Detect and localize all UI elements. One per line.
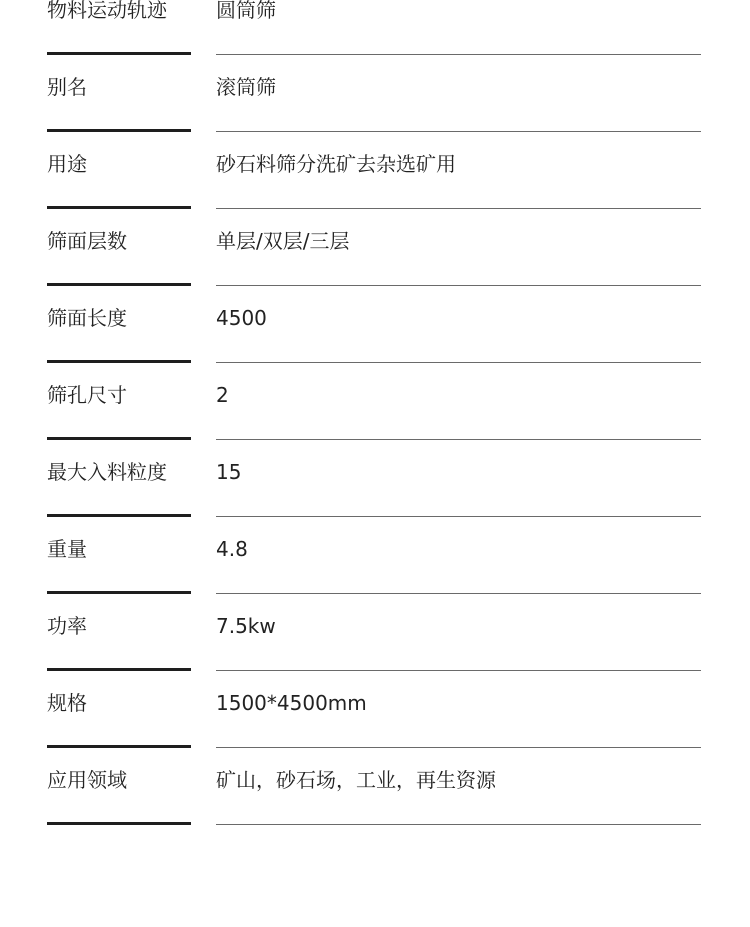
spec-value-cell: [216, 748, 701, 825]
spec-value: 砂石料筛分洗矿去杂选矿用: [216, 152, 456, 176]
spec-row-application-field: [0, 748, 750, 825]
spec-label: 最大入料粒度: [47, 460, 167, 484]
spec-value: 1500*4500mm: [216, 691, 367, 715]
spec-value-cell: [216, 440, 701, 517]
spec-value: 15: [216, 460, 242, 484]
spec-value: 矿山，砂石场，工业，再生资源: [216, 768, 496, 792]
spec-row-specification: [0, 671, 750, 748]
spec-value: 4.8: [216, 537, 248, 561]
spec-row-weight: [0, 517, 750, 594]
spec-value-cell: [216, 517, 701, 594]
spec-row-alias: [0, 55, 750, 132]
spec-label: 别名: [47, 75, 87, 99]
spec-label: 筛面长度: [47, 306, 127, 330]
spec-label-cell: [47, 286, 191, 363]
spec-row-usage: [0, 132, 750, 209]
spec-value-cell: [216, 209, 701, 286]
spec-value-cell: [216, 671, 701, 748]
spec-value-cell: [216, 55, 701, 132]
spec-label: 用途: [47, 152, 87, 176]
spec-value: 单层/双层/三层: [216, 229, 350, 253]
spec-value-cell: [216, 363, 701, 440]
spec-label-cell: [47, 748, 191, 825]
spec-value-cell: [216, 286, 701, 363]
spec-label: 功率: [47, 614, 87, 638]
spec-label-cell: [47, 671, 191, 748]
spec-value-cell: [216, 594, 701, 671]
spec-label: 规格: [47, 691, 87, 715]
spec-value: 滚筒筛: [216, 75, 276, 99]
spec-label-cell: [47, 132, 191, 209]
spec-label: 筛面层数: [47, 229, 127, 253]
spec-label-cell: [47, 440, 191, 517]
spec-label: 重量: [47, 537, 87, 561]
spec-row-motion-trajectory: [0, 0, 750, 55]
spec-label-cell: [47, 517, 191, 594]
spec-value: 2: [216, 383, 229, 407]
spec-row-deck-length: [0, 286, 750, 363]
spec-label: 物料运动轨迹: [47, 0, 167, 22]
spec-row-power: [0, 594, 750, 671]
spec-value-cell: [216, 132, 701, 209]
spec-label-cell: [47, 594, 191, 671]
spec-value: 圆筒筛: [216, 0, 276, 22]
spec-label-cell: [47, 55, 191, 132]
spec-label-cell: [47, 0, 191, 55]
spec-value: 7.5kw: [216, 614, 276, 638]
spec-value: 4500: [216, 306, 267, 330]
spec-row-aperture-size: [0, 363, 750, 440]
spec-label-cell: [47, 209, 191, 286]
spec-label-cell: [47, 363, 191, 440]
spec-label: 应用领域: [47, 768, 127, 792]
spec-label: 筛孔尺寸: [47, 383, 127, 407]
spec-row-deck-layers: [0, 209, 750, 286]
spec-value-cell: [216, 0, 701, 55]
spec-row-max-feed-size: [0, 440, 750, 517]
